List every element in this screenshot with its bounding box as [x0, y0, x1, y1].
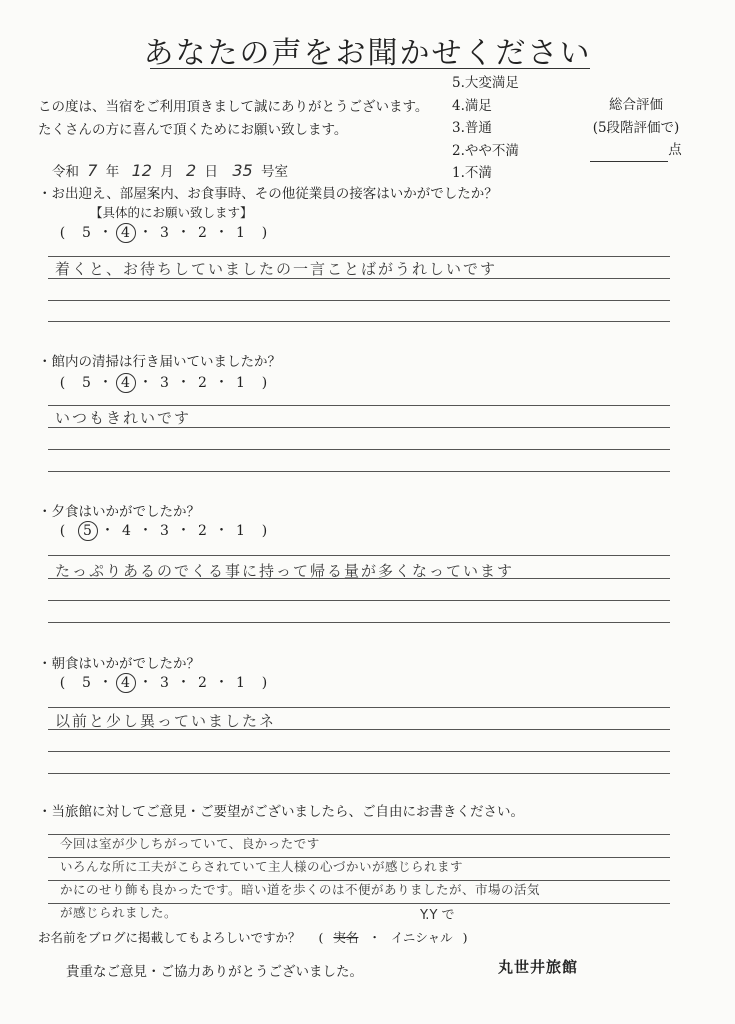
- rating-separator: ・: [214, 375, 230, 391]
- rating-option-2[interactable]: 2: [198, 523, 208, 539]
- rating-option-1[interactable]: 1: [236, 375, 246, 391]
- era: 令和: [52, 164, 79, 180]
- rating-paren-open: (: [59, 523, 67, 539]
- rating-separator: ・: [138, 375, 154, 391]
- answer-line: [48, 729, 670, 730]
- date-row: [52, 160, 288, 180]
- thanks-footer: 貴重なご意見・ご協力ありがとうございました。: [66, 964, 363, 980]
- title-underline: [150, 68, 590, 69]
- answer-line: [48, 405, 670, 406]
- comment-line-1[interactable]: 今回は室が少しちがっていて、良かったです: [60, 836, 320, 851]
- answer-line: [48, 857, 670, 858]
- scale-item-3: 3.普通: [452, 120, 492, 137]
- scale-item-1: 1.不満: [452, 165, 492, 182]
- answer-line: [48, 555, 670, 556]
- rating-option-3[interactable]: 3: [160, 523, 170, 539]
- rating-paren-close: ): [261, 375, 269, 391]
- rating-row-1[interactable]: [48, 222, 280, 243]
- rating-option-3[interactable]: 3: [160, 225, 170, 241]
- rating-option-1[interactable]: 1: [236, 523, 246, 539]
- rating-option-5[interactable]: 5: [82, 375, 92, 391]
- rating-option-1[interactable]: 1: [236, 225, 246, 241]
- answer-line: [48, 300, 670, 301]
- answer-line: [48, 278, 670, 279]
- day-label: 日: [204, 164, 219, 180]
- answer-line: [48, 600, 670, 601]
- page-title: あなたの声をお聞かせください: [143, 36, 592, 71]
- rating-separator: ・: [98, 225, 114, 241]
- rating-row-4[interactable]: [48, 672, 280, 693]
- rating-separator: ・: [214, 523, 230, 539]
- rating-option-selected[interactable]: 4: [116, 373, 136, 393]
- answer-line: [48, 622, 670, 623]
- comment-line-2[interactable]: いろんな所に工夫がこらされていて主人様の心づかいが感じられます: [60, 859, 464, 874]
- blog-permission: [38, 928, 468, 946]
- scale-item-5: 5.大変満足: [452, 75, 519, 91]
- rating-row-2[interactable]: [48, 372, 280, 393]
- rating-paren-open: (: [59, 675, 67, 691]
- blog-real-name[interactable]: 実名: [333, 930, 359, 945]
- question-1-sub: 【具体的にお願い致します】: [90, 205, 253, 220]
- rating-separator: ・: [138, 523, 154, 539]
- answer-line: [48, 578, 670, 579]
- intro-line-1: この度は、当宿をご利用頂きまして誠にありがとうございます。: [38, 99, 429, 115]
- rating-separator: ・: [98, 375, 114, 391]
- overall-unit: 点: [668, 142, 682, 159]
- overall-score-row: [576, 139, 696, 162]
- comment-line-3[interactable]: かにのせり飾も良かったです。暗い道を歩くのは不便がありましたが、市場の活気: [60, 882, 541, 897]
- rating-row-3[interactable]: [48, 520, 280, 541]
- rating-option-2[interactable]: 2: [198, 225, 208, 241]
- question-3: ・夕食はいかがでしたか？: [38, 504, 200, 520]
- answer-line: [48, 256, 670, 257]
- rating-separator: ・: [98, 675, 114, 691]
- answer-2[interactable]: いつもきれいです: [55, 409, 192, 427]
- question-2: ・館内の清掃は行き届いていましたか？: [38, 354, 281, 370]
- answer-line: [48, 751, 670, 752]
- rating-option-selected[interactable]: 4: [116, 223, 136, 243]
- rating-option-5[interactable]: 5: [82, 675, 92, 691]
- rating-paren-open: (: [59, 225, 67, 241]
- question-4: ・朝食はいかがでしたか？: [38, 656, 200, 672]
- answer-line: [48, 834, 670, 835]
- blog-open: (: [318, 930, 324, 945]
- room-label: 号室: [260, 164, 288, 180]
- signature: Y.Y で: [420, 908, 455, 923]
- ryokan-name: 丸世井旅館: [498, 958, 579, 976]
- rating-separator: ・: [176, 675, 192, 691]
- answer-line: [48, 880, 670, 881]
- answer-3[interactable]: たっぷりあるのでくる事に持って帰る量が多くなっています: [55, 562, 515, 580]
- month-value: 12: [131, 161, 152, 180]
- room-value: 35: [232, 161, 253, 180]
- rating-option-1[interactable]: 1: [236, 675, 246, 691]
- answer-line: [48, 707, 670, 708]
- rating-separator: ・: [138, 675, 154, 691]
- overall-label: 総合評価: [609, 97, 663, 113]
- answer-line: [48, 903, 670, 904]
- blog-sep: ・: [368, 930, 381, 945]
- answer-line: [48, 773, 670, 774]
- rating-option-2[interactable]: 2: [198, 375, 208, 391]
- blog-close: ): [462, 930, 468, 945]
- overall-score-field[interactable]: [590, 145, 668, 162]
- scale-item-2: 2.やや不満: [452, 142, 519, 159]
- blog-question: お名前をブログに掲載してもよろしいですか？: [38, 930, 301, 945]
- rating-separator: ・: [100, 523, 116, 539]
- comment-line-4[interactable]: が感じられました。: [60, 905, 178, 920]
- rating-option-2[interactable]: 2: [198, 675, 208, 691]
- year-label: 年: [105, 164, 120, 180]
- overall-rating: [576, 94, 696, 162]
- blog-initial[interactable]: イニシャル: [390, 930, 453, 945]
- rating-separator: ・: [176, 523, 192, 539]
- answer-line: [48, 427, 670, 428]
- rating-option-4[interactable]: 4: [122, 523, 132, 539]
- month-label: 月: [160, 164, 174, 180]
- rating-paren-close: ): [261, 675, 269, 691]
- rating-separator: ・: [214, 225, 230, 241]
- answer-1[interactable]: 着くと、お待ちしていましたの一言ことばがうれしいです: [55, 260, 498, 278]
- answer-line: [48, 449, 670, 450]
- rating-separator: ・: [176, 375, 192, 391]
- rating-option-selected[interactable]: 5: [78, 521, 98, 541]
- day-value: 2: [186, 161, 197, 180]
- intro-line-2: たくさんの方に喜んで頂くためにお願い致します。: [38, 122, 348, 138]
- rating-separator: ・: [138, 225, 154, 241]
- rating-option-5[interactable]: 5: [82, 225, 92, 241]
- year-value: 7: [87, 161, 98, 180]
- rating-option-3[interactable]: 3: [160, 375, 170, 391]
- rating-option-selected[interactable]: 4: [116, 673, 136, 693]
- rating-paren-open: (: [59, 375, 67, 391]
- overall-sub: (5段階評価で): [592, 119, 680, 136]
- rating-separator: ・: [214, 675, 230, 691]
- answer-4[interactable]: 以前と少し異っていましたネ: [55, 712, 277, 730]
- rating-option-3[interactable]: 3: [160, 675, 170, 691]
- comments-question: ・当旅館に対してご意見・ご要望がございましたら、ご自由にお書きください。: [38, 804, 524, 820]
- answer-line: [48, 321, 670, 322]
- scale-item-4: 4.満足: [452, 97, 492, 114]
- answer-line: [48, 471, 670, 472]
- rating-paren-close: ): [261, 523, 269, 539]
- rating-paren-close: ): [261, 225, 269, 241]
- rating-scale-legend: [452, 72, 519, 185]
- question-1: ・お出迎え、部屋案内、お食事時、その他従業員の接客はいかがでしたか？: [38, 186, 498, 202]
- intro-text: [38, 96, 428, 142]
- rating-separator: ・: [176, 225, 192, 241]
